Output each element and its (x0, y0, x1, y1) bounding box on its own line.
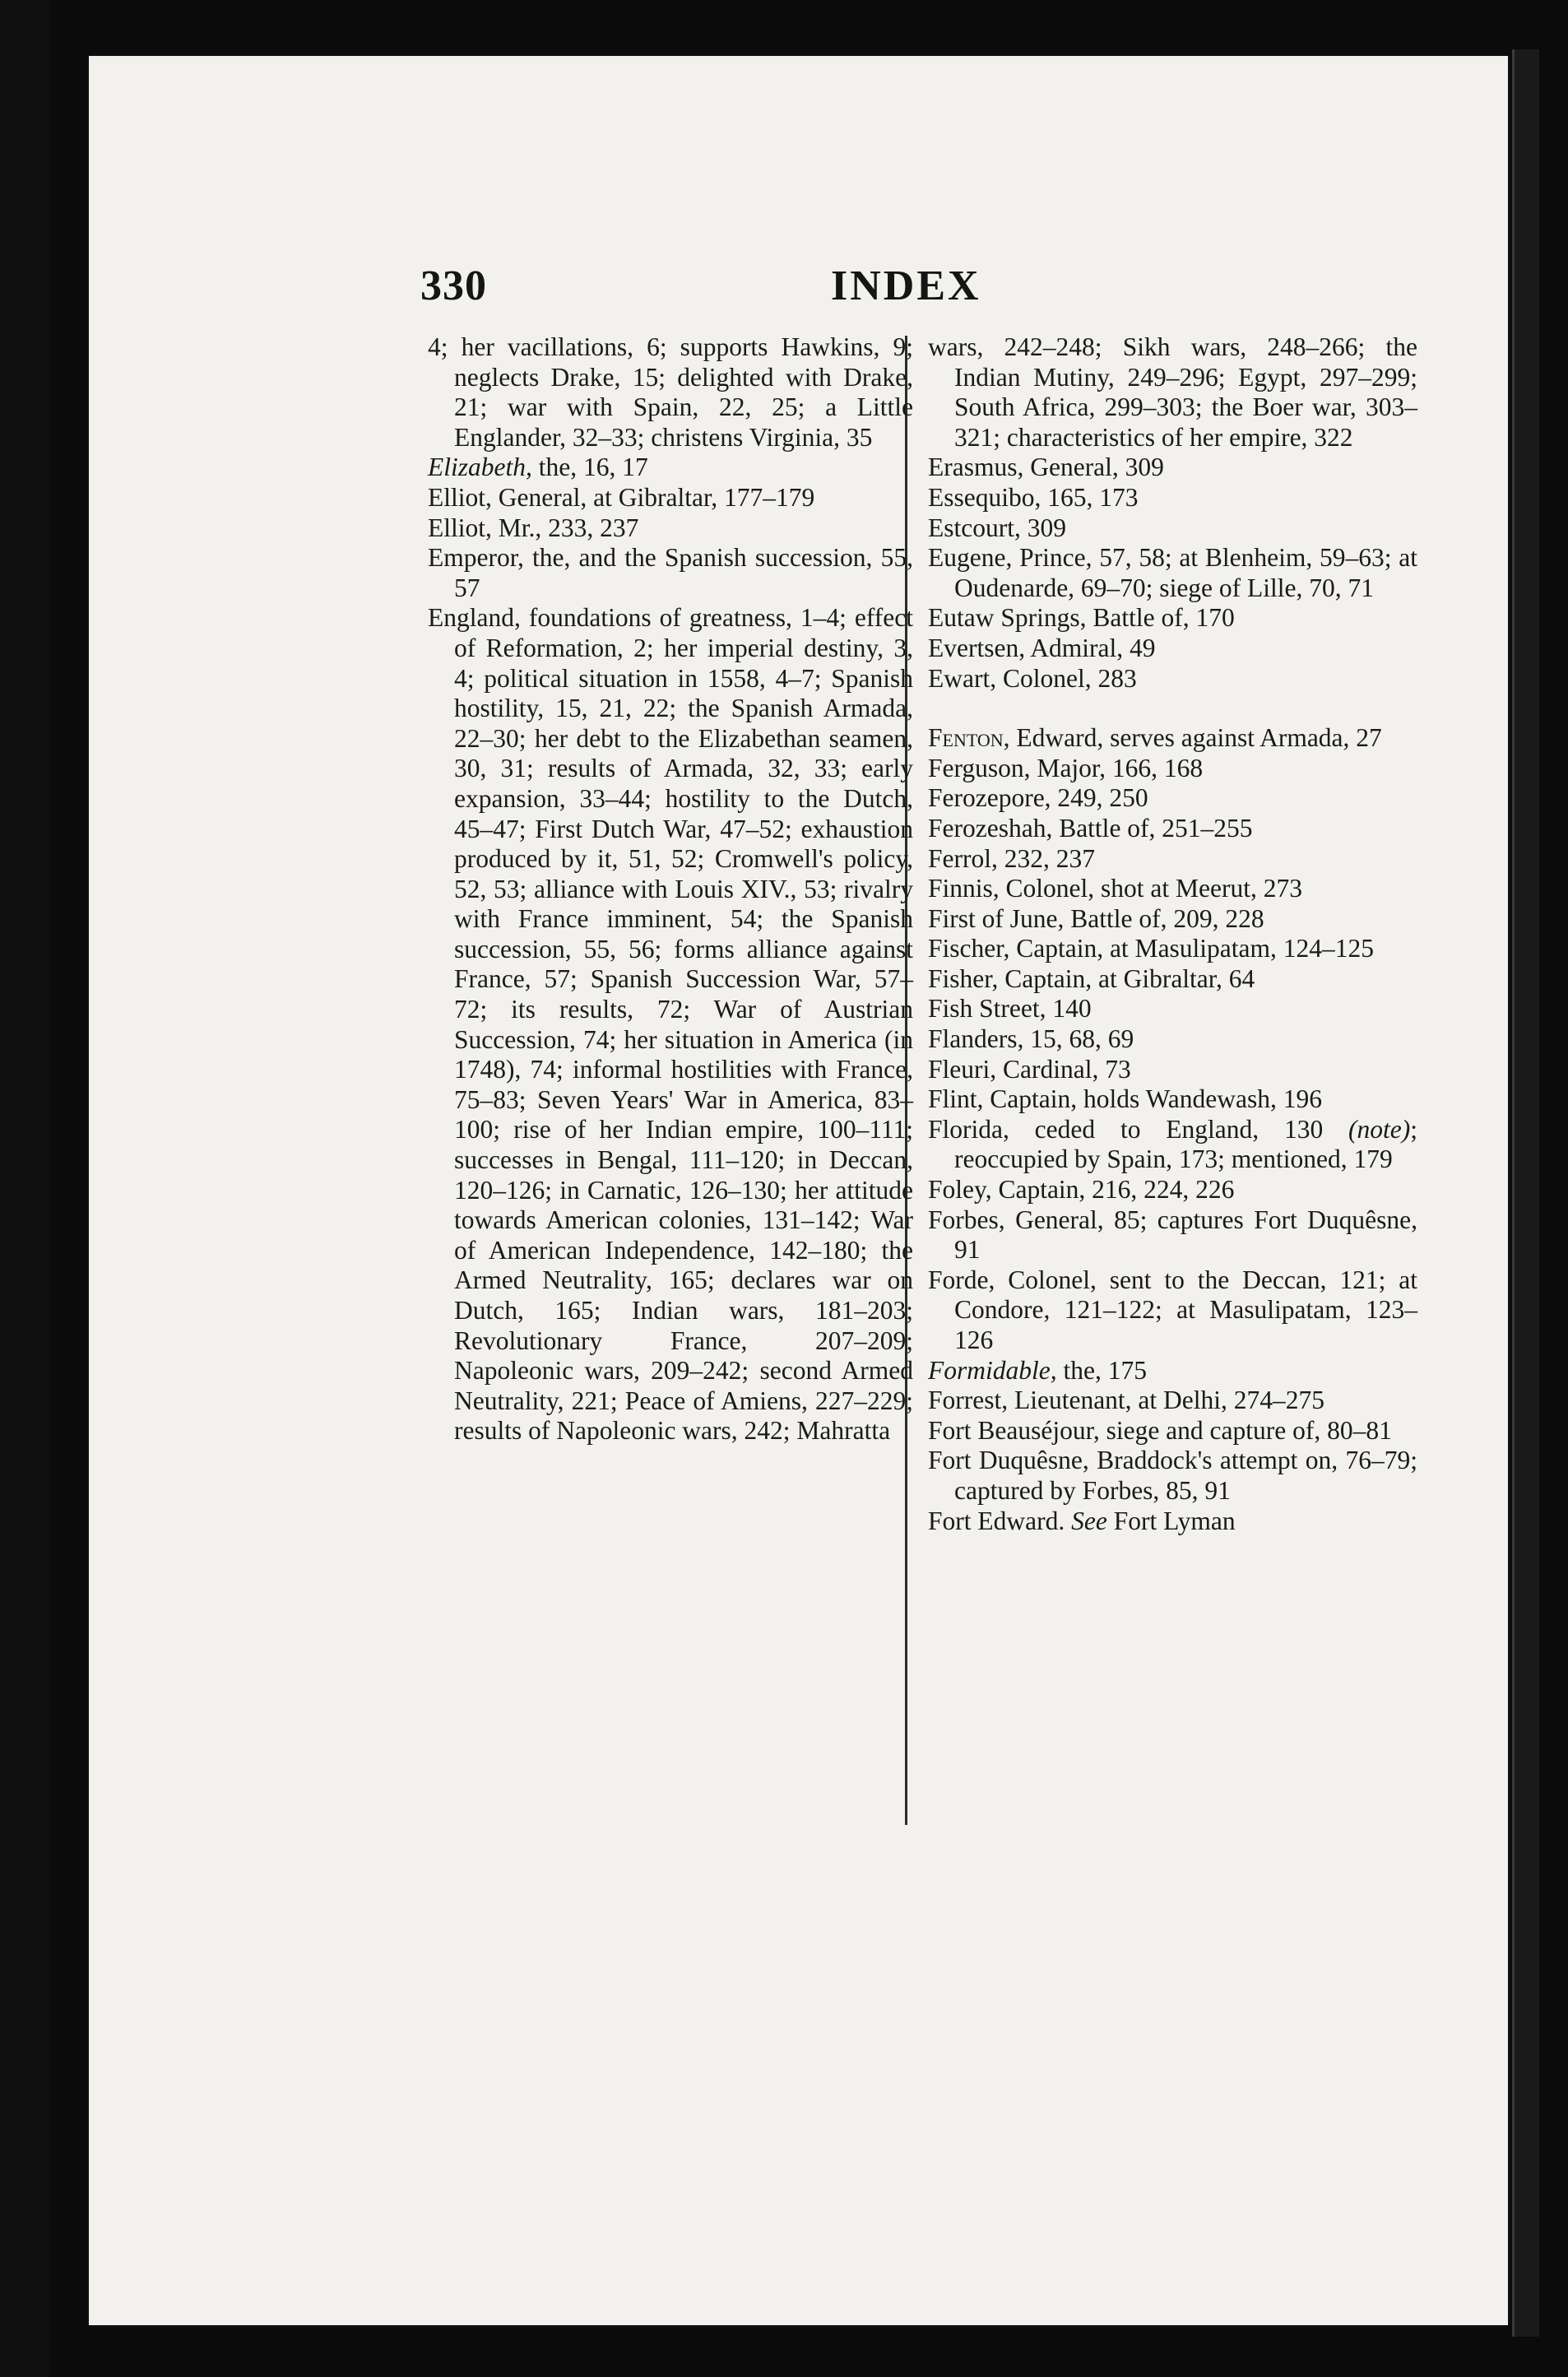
index-entry (928, 1084, 1417, 1115)
index-entry-text: Elliot, Mr., 233, 237 (428, 513, 639, 542)
index-entry-text: wars, 242–248; Sikh wars, 248–266; the Indian Mutiny, 249–296; Egypt, 297–299; South Africa, 299–303; the Boer war, 303–321; characteristics of her empire, 322 (928, 332, 1417, 452)
index-entry (928, 1356, 1417, 1386)
index-entry-text: the, 175 (1056, 1355, 1147, 1385)
index-entry-text: Fish Street, 140 (928, 994, 1092, 1024)
index-entry-text: Florida, ceded to England, 130 (928, 1114, 1349, 1144)
index-entry (928, 1024, 1417, 1055)
index-entry (928, 332, 1417, 453)
index-entry (428, 543, 913, 603)
index-entry (928, 994, 1417, 1024)
index-entry-text: Fisher, Captain, at Gibraltar, 64 (928, 963, 1255, 993)
index-entry-text: Essequibo, 165, 173 (928, 482, 1139, 512)
index-entry (928, 723, 1417, 754)
index-entry-text: Fort Edward. (928, 1506, 1072, 1535)
facing-page-edge (1512, 49, 1539, 2337)
index-entry-text: Foley, Captain, 216, 224, 226 (928, 1175, 1235, 1205)
index-entry-text: Fischer, Captain, at Masulipatam, 124–125 (928, 934, 1375, 963)
index-entry (928, 934, 1417, 964)
index-entry-text: Forde, Colonel, sent to the Deccan, 121; at Condore, 121–122; at Masulipatam, 123–126 (928, 1265, 1417, 1354)
index-column-left (428, 332, 913, 1446)
index-entry-text: England, foundations of greatness, 1–4; effect of Reformation, 2; her imperial destiny, 3, 4; political situation in 1558, 4–7; Spanish hostility, 15, 21, 22; the Spanish Armada, 22–30; her debt to the Elizabethan seamen, 30, 31; results of Armada, 32, 33; early expansion, 33–44; hostility to the Dutch, 45–47; First Dutch War, 47–52; exhaustion produced by it, 51, 52; Cromwell's policy, 52, 53; alliance with Louis XIV., 53; rivalry with France imminent, 54; the Spanish succession, 55, 56; forms alliance against France, 57; Spanish Succession War, 57–72; its results, 72; War of Austrian Succession, 74; her situation in America (in 1748), 74; informal hostilities with France, 75–83; Seven Years' War in America, 83–100; rise of her Indian empire, 100–111; successes in Bengal, 111–120; in Deccan, 120–126; in Carnatic, 126–130; her attitude towards American colonies, 131–142; War of American Independence, 142–180; the Armed Neutrality, 165; declares war on Dutch, 165; Indian wars, 181–203; Revolutionary France, 207–209; Napoleonic wars, 209–242; second Armed Neutrality, 221; Peace of Amiens, 227–229; results of Napoleonic wars, 242; Mahratta (428, 603, 913, 1446)
index-entry (428, 513, 913, 544)
index-entry (928, 453, 1417, 483)
index-entry-text: Ewart, Colonel, 283 (928, 663, 1137, 693)
index-entry (928, 543, 1417, 603)
index-entry (928, 513, 1417, 544)
index-entry (928, 964, 1417, 995)
index-entry (928, 1416, 1417, 1446)
index-entry (928, 1205, 1417, 1265)
index-entry (928, 844, 1417, 875)
index-entry (428, 453, 913, 483)
index-entry-text: Forbes, General, 85; captures Fort Duquêsne, 91 (928, 1205, 1417, 1265)
index-entry (928, 814, 1417, 844)
index-entry-text: Flint, Captain, holds Wandewash, 196 (928, 1084, 1322, 1114)
index-entry (928, 664, 1417, 694)
index-entry-text: Estcourt, 309 (928, 513, 1066, 542)
index-entry-text: Eugene, Prince, 57, 58; at Blenheim, 59–63; at Oudenarde, 69–70; siege of Lille, 70, 71 (928, 543, 1417, 602)
index-entry (928, 1386, 1417, 1416)
index-entry (928, 1265, 1417, 1356)
index-entry-text: Ferozepore, 249, 250 (928, 783, 1148, 813)
index-entry (928, 483, 1417, 513)
index-entry-text: Ferguson, Major, 166, 168 (928, 753, 1204, 782)
index-entry-text: First of June, Battle of, 209, 228 (928, 903, 1264, 933)
index-entry (928, 904, 1417, 935)
index-entry-text: the, 16, 17 (531, 453, 648, 482)
index-entry-italic-note: (note) (1348, 1114, 1411, 1144)
index-entry-text: Evertsen, Admiral, 49 (928, 633, 1156, 662)
index-entry-text: Fort Duquêsne, Braddock's attempt on, 76–79; captured by Forbes, 85, 91 (928, 1446, 1417, 1505)
running-head-title: INDEX (831, 262, 981, 309)
scan-border-left (0, 0, 49, 2377)
index-entry (928, 1115, 1417, 1175)
index-entry (928, 754, 1417, 784)
index-entry-text: 4; her vacillations, 6; supports Hawkins, 9; neglects Drake, 15; delighted with Drake, 21; war with Spain, 22, 25; a Little Englander, 32–33; christens Virginia, 35 (428, 332, 913, 452)
index-entry-text: Elliot, General, at Gibraltar, 177–179 (428, 482, 815, 512)
index-entry-text: Forrest, Lieutenant, at Delhi, 274–275 (928, 1386, 1325, 1415)
index-entry (928, 783, 1417, 814)
index-entry-text-tail: Fort Lyman (1106, 1506, 1236, 1535)
index-entry-text: Erasmus, General, 309 (928, 453, 1164, 482)
index-entry-text: Finnis, Colonel, shot at Meerut, 273 (928, 874, 1302, 903)
index-entry (928, 1507, 1417, 1537)
page-number: 330 (420, 262, 487, 309)
index-entry (928, 874, 1417, 904)
index-entry-heading: Fenton, (928, 723, 1010, 753)
index-entry (928, 634, 1417, 664)
index-entry (928, 603, 1417, 634)
index-entry-text: Edward, serves against Armada, 27 (1009, 723, 1382, 753)
index-entry-text: Ferrol, 232, 237 (928, 843, 1095, 873)
index-entry-text: Ferozeshah, Battle of, 251–255 (928, 813, 1253, 843)
index-entry (428, 332, 913, 453)
index-entry (428, 603, 913, 1446)
index-section-gap (928, 694, 1417, 723)
index-entry-text: Flanders, 15, 68, 69 (928, 1024, 1134, 1054)
index-entry-text-tail: ; reoccupied by Spain, 173; mentioned, 179 (954, 1114, 1417, 1174)
index-entry-text: Fleuri, Cardinal, 73 (928, 1054, 1131, 1084)
index-entry (928, 1446, 1417, 1506)
index-entry (928, 1175, 1417, 1205)
index-entry (428, 483, 913, 513)
index-entry (928, 1055, 1417, 1085)
index-entry-italic-note: See (1071, 1506, 1107, 1535)
index-entry-text: Emperor, the, and the Spanish succession, 55, 57 (428, 543, 913, 602)
index-entry-heading: Elizabeth, (428, 453, 532, 482)
index-column-right (928, 332, 1417, 1536)
index-entry-text: Eutaw Springs, Battle of, 170 (928, 603, 1235, 633)
index-entry-heading: Formidable, (928, 1355, 1057, 1385)
index-entry-text: Fort Beauséjour, siege and capture of, 80–81 (928, 1415, 1392, 1445)
